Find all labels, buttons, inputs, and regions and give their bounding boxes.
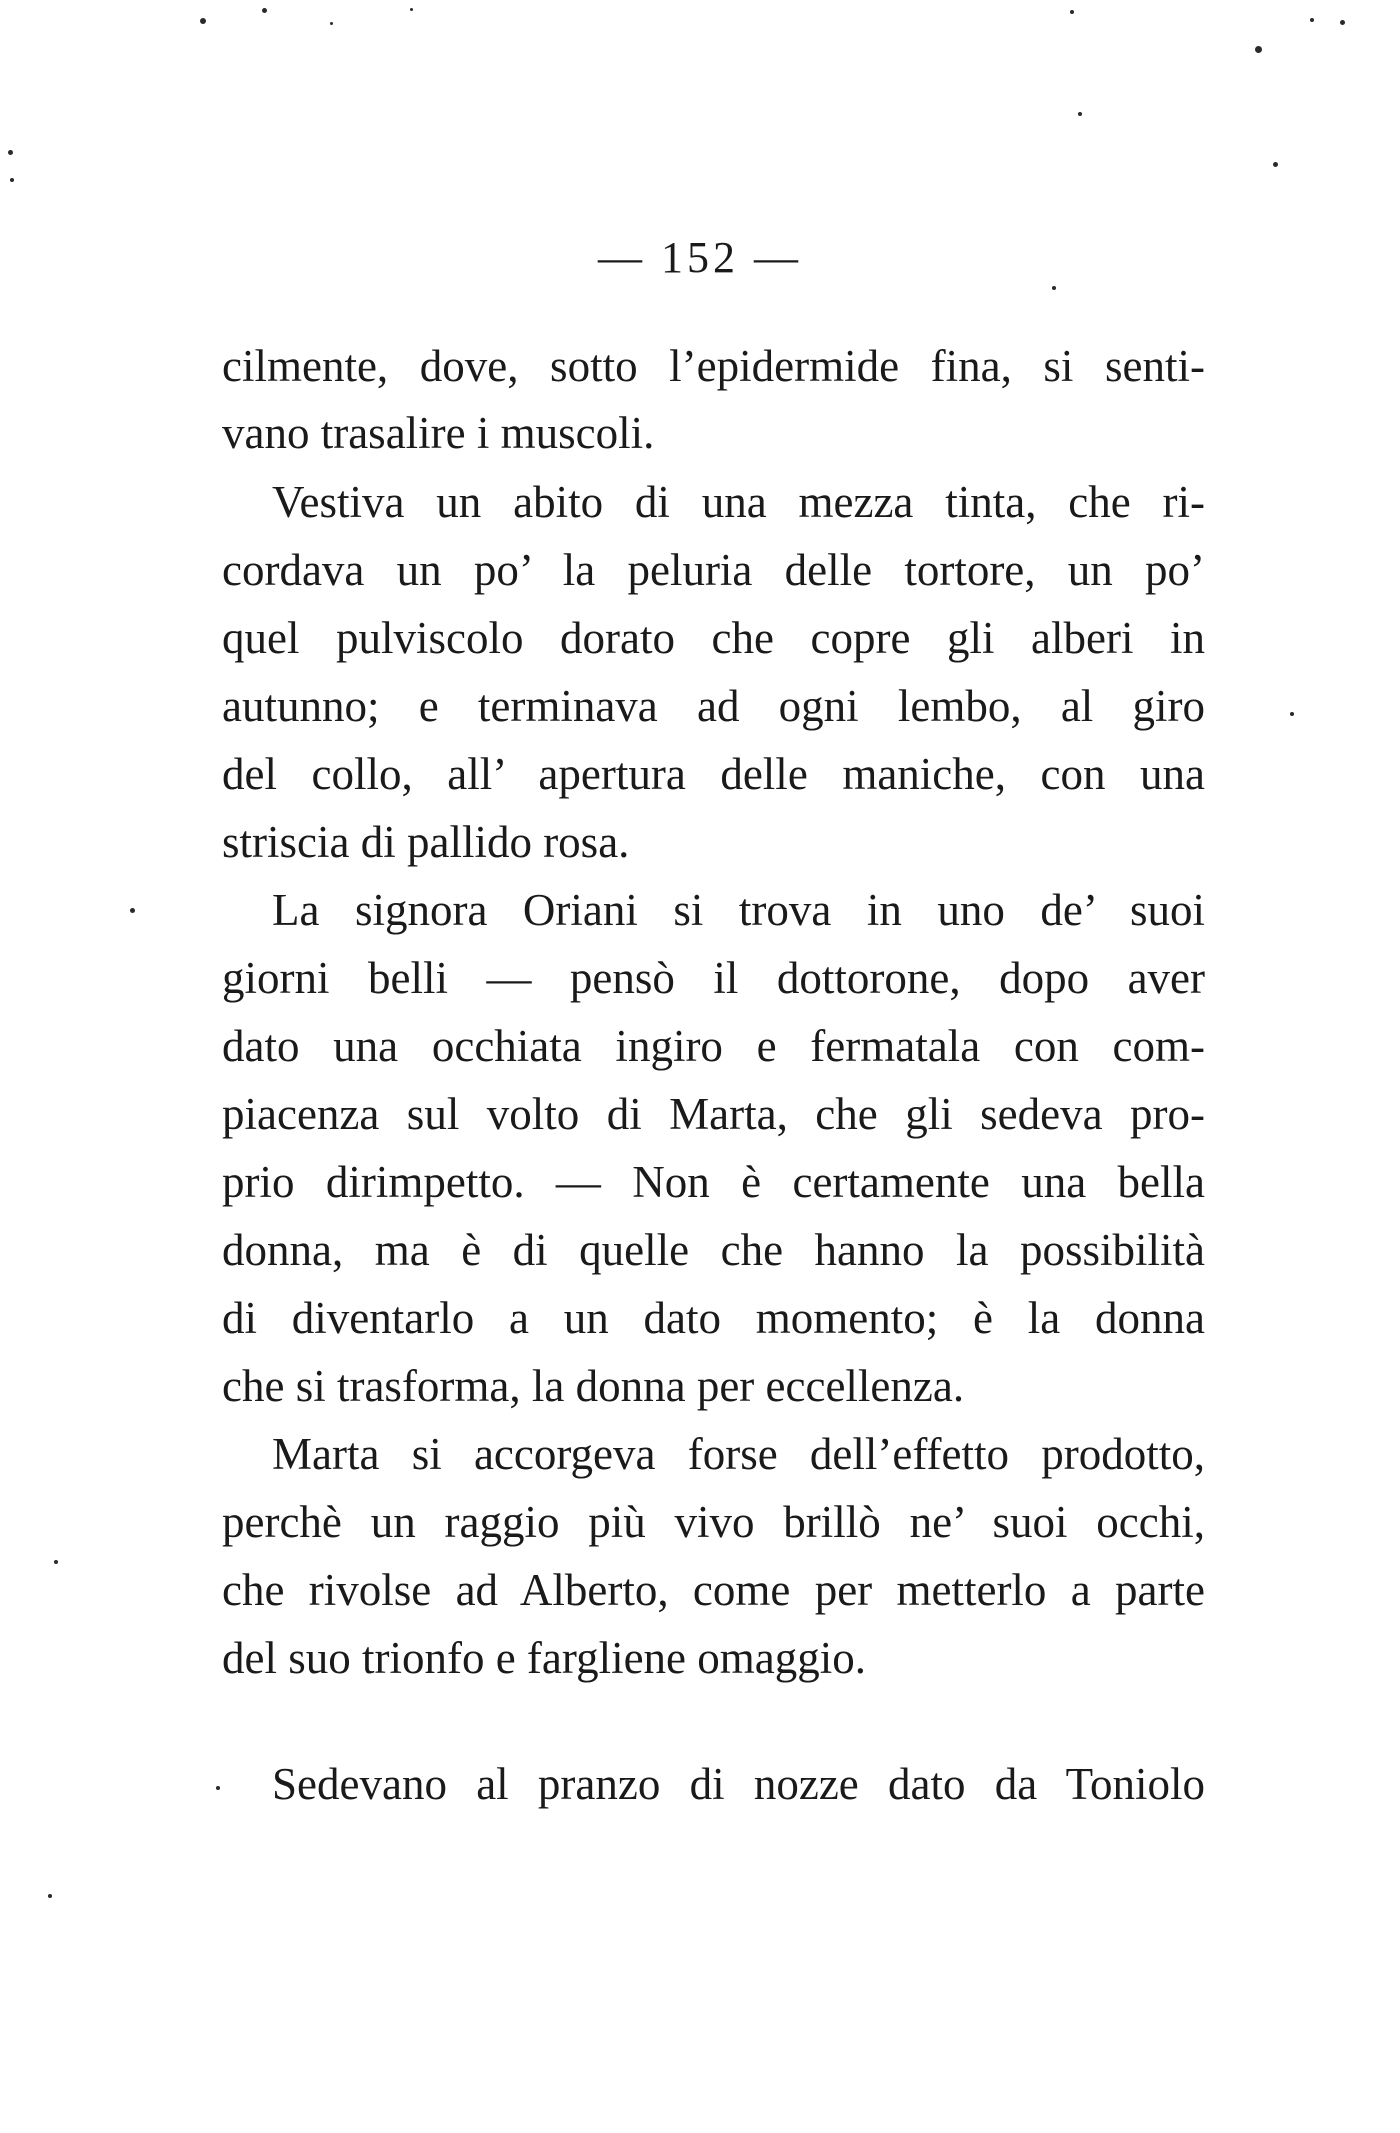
text-line: di diventarlo a un dato momento; è la donna [222,1293,1205,1343]
text-line: donna, ma è di quelle che hanno la possibilità [222,1225,1205,1275]
text-line: giorni belli — pensò il dottorone, dopo aver [222,953,1205,1003]
text-line: dato una occhiata ingiro e fermatala con com- [222,1021,1205,1071]
text-line: striscia di pallido rosa. [222,817,630,867]
text-line: del collo, all’ apertura delle maniche, con una [222,749,1205,799]
text-line: cordava un po’ la peluria delle tortore, un po’ [222,545,1205,595]
text-line: vano trasalire i muscoli. [222,408,655,458]
text-line: Sedevano al pranzo di nozze dato da Toniolo [272,1759,1205,1809]
text-line: quel pulviscolo dorato che copre gli alberi in [222,613,1205,663]
text-line: che si trasforma, la donna per eccellenza. [222,1361,965,1411]
text-line: Vestiva un abito di una mezza tinta, che ri- [272,477,1205,527]
text-line: Marta si accorgeva forse dell’effetto prodotto, [272,1429,1205,1479]
text-line: cilmente, dove, sotto l’epidermide fina, si senti- [222,341,1205,391]
text-line: perchè un raggio più vivo brillò ne’ suoi occhi, [222,1497,1205,1547]
text-line: che rivolse ad Alberto, come per metterlo a parte [222,1565,1205,1615]
text-line: La signora Oriani si trova in uno de’ suoi [272,885,1205,935]
text-line: del suo trionfo e fargliene omaggio. [222,1633,866,1683]
text-line: piacenza sul volto di Marta, che gli sedeva pro- [222,1089,1205,1139]
text-line: prio dirimpetto. — Non è certamente una bella [222,1157,1205,1207]
text-line: autunno; e terminava ad ogni lembo, al giro [222,681,1205,731]
page-number: — 152 — [598,233,802,282]
